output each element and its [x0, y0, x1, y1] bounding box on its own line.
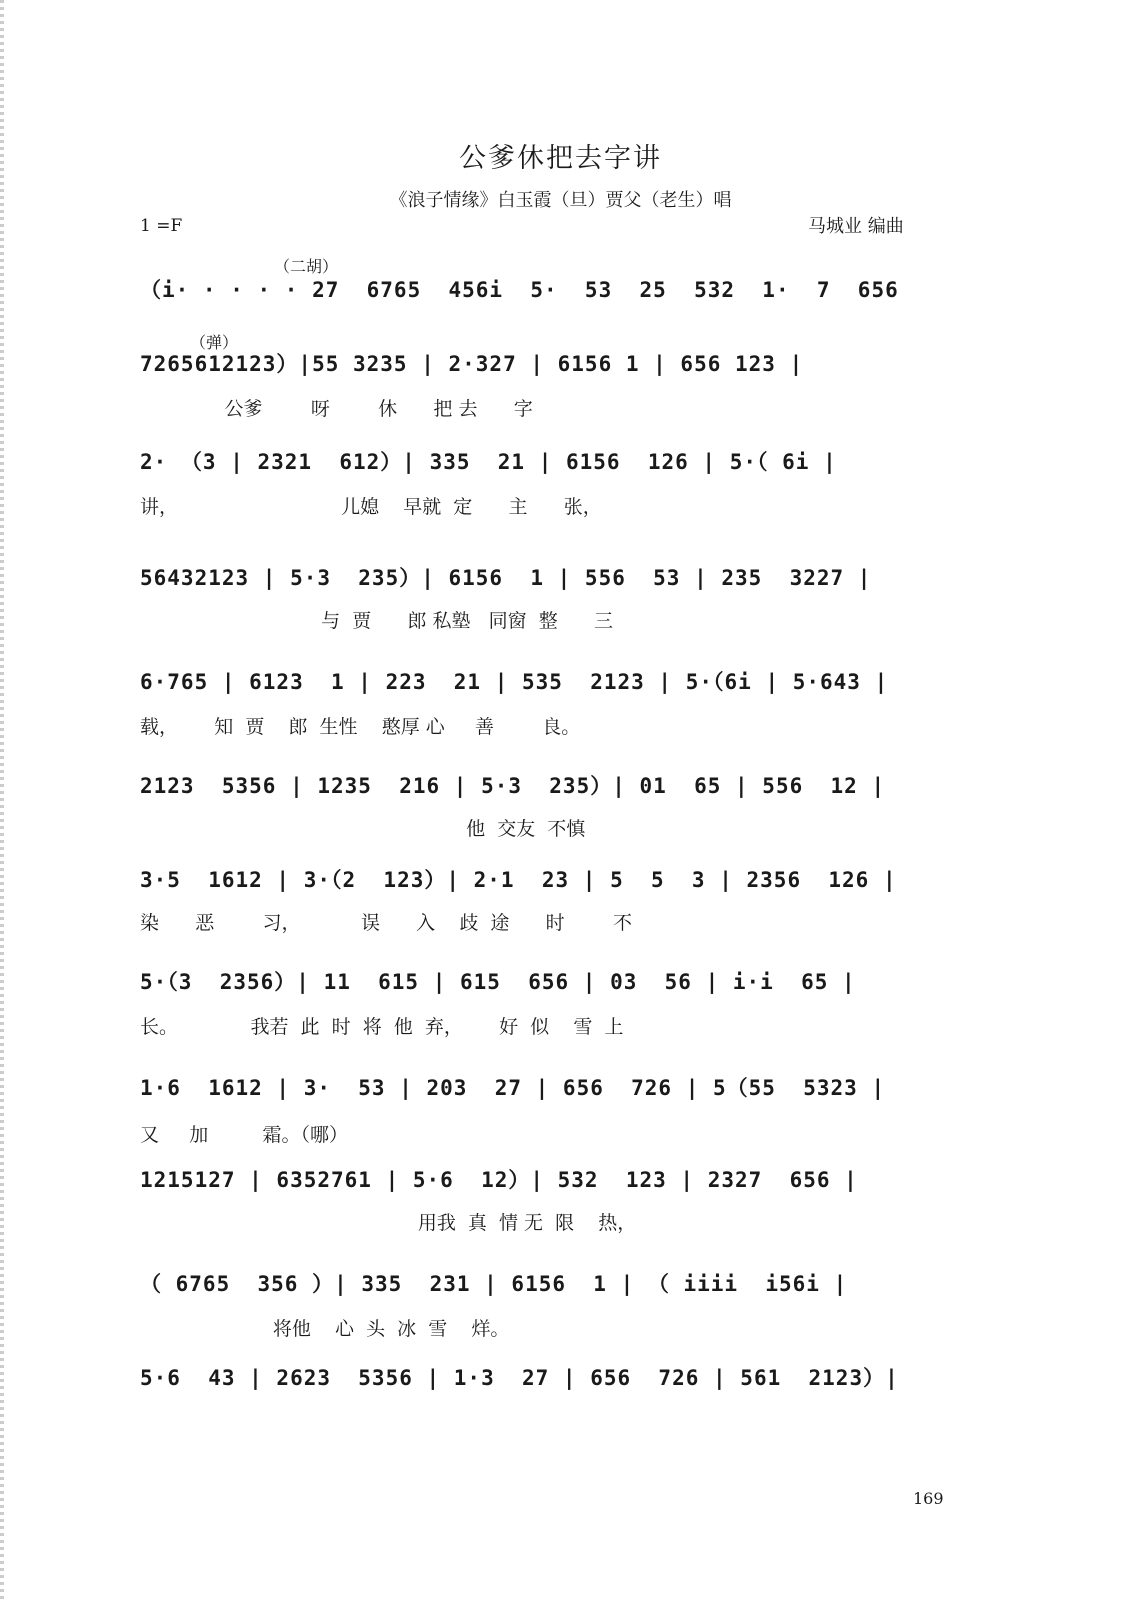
lyric-line: 公爹 呀 休 把 去 字 — [140, 398, 533, 420]
lyric-line: 用我 真 情 无 限 热， — [140, 1212, 637, 1234]
annotation-tan: （弹） — [190, 333, 239, 352]
notation-line: 2123 5356 | 1235 216 | 5·3 235）| 01 65 | 556 12 | — [140, 774, 886, 798]
song-title: 公爹休把去字讲 — [459, 143, 662, 174]
notation-line: 7265612123）|55 3235 | 2·327 | 6156 1 | 656 123 | — [140, 352, 804, 376]
notation-line: 5·6 43 | 2623 5356 | 1·3 27 | 656 726 | 561 2123）| — [140, 1366, 899, 1390]
notation-line: 56432123 | 5·3 235）| 6156 1 | 556 53 | 235 3227 | — [140, 566, 872, 590]
notation-line: 5·（3 2356）| 11 615 | 615 656 | 03 56 | i·i 65 | — [140, 970, 856, 994]
notation-line: 6·765 | 6123 1 | 223 21 | 535 2123 | 5·（6i | 5·643 | — [140, 670, 889, 694]
lyric-line: 他 交友 不慎 — [140, 818, 586, 840]
lyric-line: 染 恶 习， 误 入 歧 途 时 不 — [140, 912, 632, 934]
notation-line: 3·5 1612 | 3·（2 123）| 2·1 23 | 5 5 3 | 2356 126 | — [140, 868, 897, 892]
song-subtitle: 《浪子情缘》白玉霞（旦）贾父（老生）唱 — [389, 190, 732, 211]
lyric-line: 又 加 霜。（哪） — [140, 1124, 349, 1146]
scan-edge — [0, 0, 4, 1600]
composer-credit: 马城业 编曲 — [808, 216, 904, 237]
lyric-line: 讲， 儿媳 早就 定 主 张， — [140, 496, 602, 518]
key-signature: 1 =F — [140, 216, 183, 236]
lyric-line: 与 贾 郎 私塾 同窗 整 三 — [140, 610, 613, 632]
lyric-line: 载， 知 贾 郎 生性 憨厚 心 善 良。 — [140, 716, 581, 738]
notation-line: （i· · · · · 27 6765 456i 5· 53 25 532 1· 7 656 — [140, 278, 899, 302]
notation-line: 1215127 | 6352761 | 5·6 12）| 532 123 | 2327 656 | — [140, 1168, 858, 1192]
lyric-line: 长。 我若 此 时 将 他 弃， 好 似 雪 上 — [140, 1016, 624, 1038]
annotation-erhu: （二胡） — [274, 257, 339, 276]
lyric-line: 将他 心 头 冰 雪 烊。 — [140, 1318, 510, 1340]
page-number: 169 — [913, 1489, 944, 1508]
notation-line: 1·6 1612 | 3· 53 | 203 27 | 656 726 | 5（55 5323 | — [140, 1076, 886, 1100]
notation-line: （ 6765 356 ）| 335 231 | 6156 1 | （ iiii i56i | — [140, 1272, 848, 1296]
notation-line: 2· （3 | 2321 612）| 335 21 | 6156 126 | 5·（ 6i | — [140, 450, 837, 474]
